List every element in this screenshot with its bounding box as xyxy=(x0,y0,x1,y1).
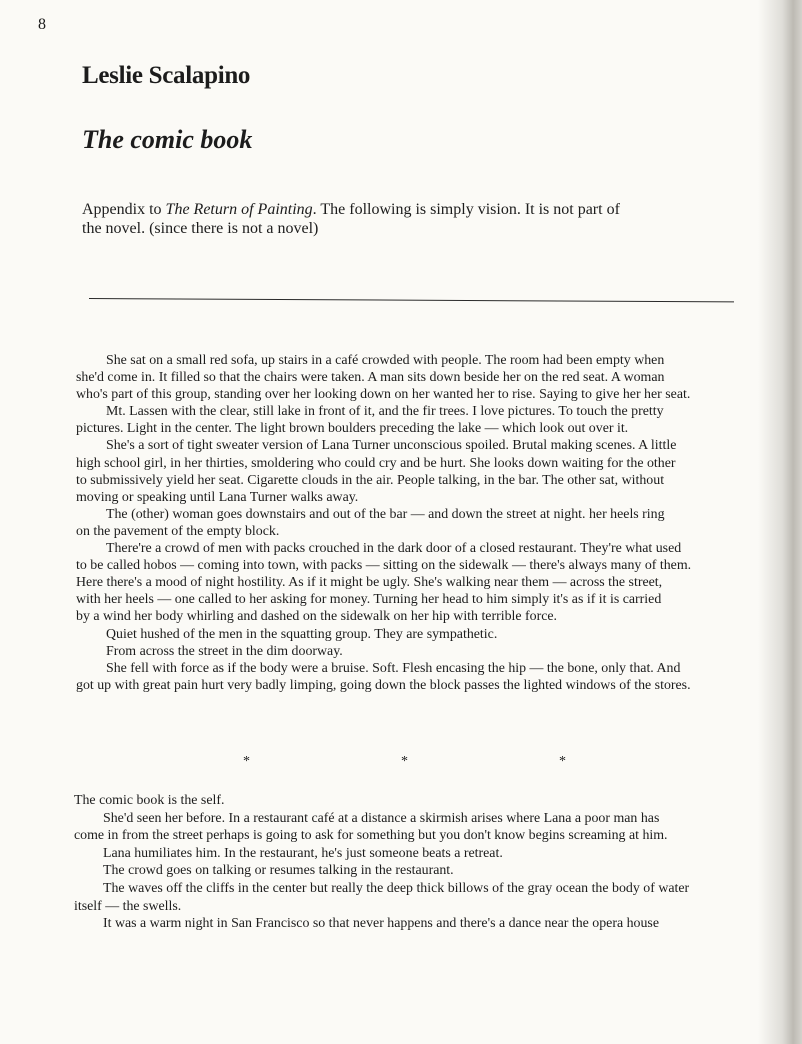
text-line: to submissively yield her seat. Cigarette clouds in the air. People talking, in the bar. The other sat, without xyxy=(76,472,665,488)
text-line: to be called hobos — coming into town, with packs — sitting on the sidewalk — there's always many of them. xyxy=(76,558,692,574)
text-line: From across the street in the dim doorway. xyxy=(106,643,343,659)
intro-prefix: Appendix to xyxy=(82,201,166,218)
intro-line-1 xyxy=(82,200,682,219)
body-text-section-1 xyxy=(76,352,736,694)
text-line: got up with great pain hurt very badly limping, going down the block passes the lighted windows of the stores. xyxy=(76,677,691,693)
text-line: She sat on a small red sofa, up stairs in a café crowded with people. The room had been empty when xyxy=(106,353,665,368)
text-line: by a wind her body whirling and dashed on the sidewalk on her hip with terrible force. xyxy=(76,609,558,625)
separator-asterisk: * xyxy=(401,754,408,769)
text-line: moving or speaking until Lana Turner walks away. xyxy=(76,489,359,505)
intro-line-2: the novel. (since there is not a novel) xyxy=(82,220,319,237)
text-line: high school girl, in her thirties, smoldering who could cry and be hurt. She looks down waiting for the other xyxy=(76,455,676,471)
intro-book-title: The Return of Painting xyxy=(165,201,313,218)
text-line: she'd come in. It filled so that the chairs were taken. A man sits down beside her on the red seat. A woman xyxy=(76,370,665,386)
text-line: pictures. Light in the center. The light brown boulders preceding the lake — which look out over it. xyxy=(76,421,629,437)
text-line: The comic book is the self. xyxy=(74,793,225,808)
text-line: with her heels — one called to her asking for money. Turning her head to him simply it's as if it is carried xyxy=(76,592,662,608)
text-line: Mt. Lassen with the clear, still lake in front of it, and the fir trees. I love pictures. To touch the pretty xyxy=(106,404,664,420)
text-line: The waves off the cliffs in the center but really the deep thick billows of the gray ocean the body of water xyxy=(103,880,690,896)
text-line: She's a sort of tight sweater version of Lana Turner unconscious spoiled. Brutal making scenes. A little xyxy=(106,438,677,454)
page-number: 8 xyxy=(38,16,46,33)
author-name: Leslie Scalapino xyxy=(82,62,251,89)
text-line: Quiet hushed of the men in the squatting group. They are sympathetic. xyxy=(106,626,498,642)
body-text-section-2 xyxy=(74,792,736,933)
separator-asterisk: * xyxy=(243,754,250,769)
text-line: The (other) woman goes downstairs and out of the bar — and down the street at night. her heels ring xyxy=(106,506,665,522)
text-line: come in from the street perhaps is going to ask for something but you don't know begins screaming at him. xyxy=(74,828,668,844)
section-separator xyxy=(0,754,802,774)
text-line: There're a crowd of men with packs crouched in the dark door of a closed restaurant. They're what used xyxy=(106,541,682,557)
text-line: She'd seen her before. In a restaurant café at a distance a skirmish arises where Lana a poor man has xyxy=(103,810,660,826)
intro-paragraph xyxy=(82,200,682,238)
text-line: Here there's a mood of night hostility. As if it might be ugly. She's walking near them — across the street, xyxy=(76,575,663,591)
text-line: Lana humiliates him. In the restaurant, he's just someone beats a retreat. xyxy=(103,845,503,861)
text-line: on the pavement of the empty block. xyxy=(76,523,280,539)
text-line: The crowd goes on talking or resumes talking in the restaurant. xyxy=(103,863,454,879)
horizontal-rule xyxy=(89,298,734,302)
intro-line1-suffix: . The following is simply vision. It is not part of xyxy=(312,201,620,218)
separator-asterisk: * xyxy=(559,754,566,769)
piece-title: The comic book xyxy=(82,125,253,154)
page-edge-shadow xyxy=(758,0,802,1044)
text-line: It was a warm night in San Francisco so that never happens and there's a dance near the opera house xyxy=(103,916,660,932)
text-line: She fell with force as if the body were a bruise. Soft. Flesh encasing the hip — the bone, only that. And xyxy=(106,660,681,676)
text-line: itself — the swells. xyxy=(74,898,182,914)
text-line: who's part of this group, standing over her looking down on her wanted her to rise. Saying to give her her seat. xyxy=(76,387,691,403)
